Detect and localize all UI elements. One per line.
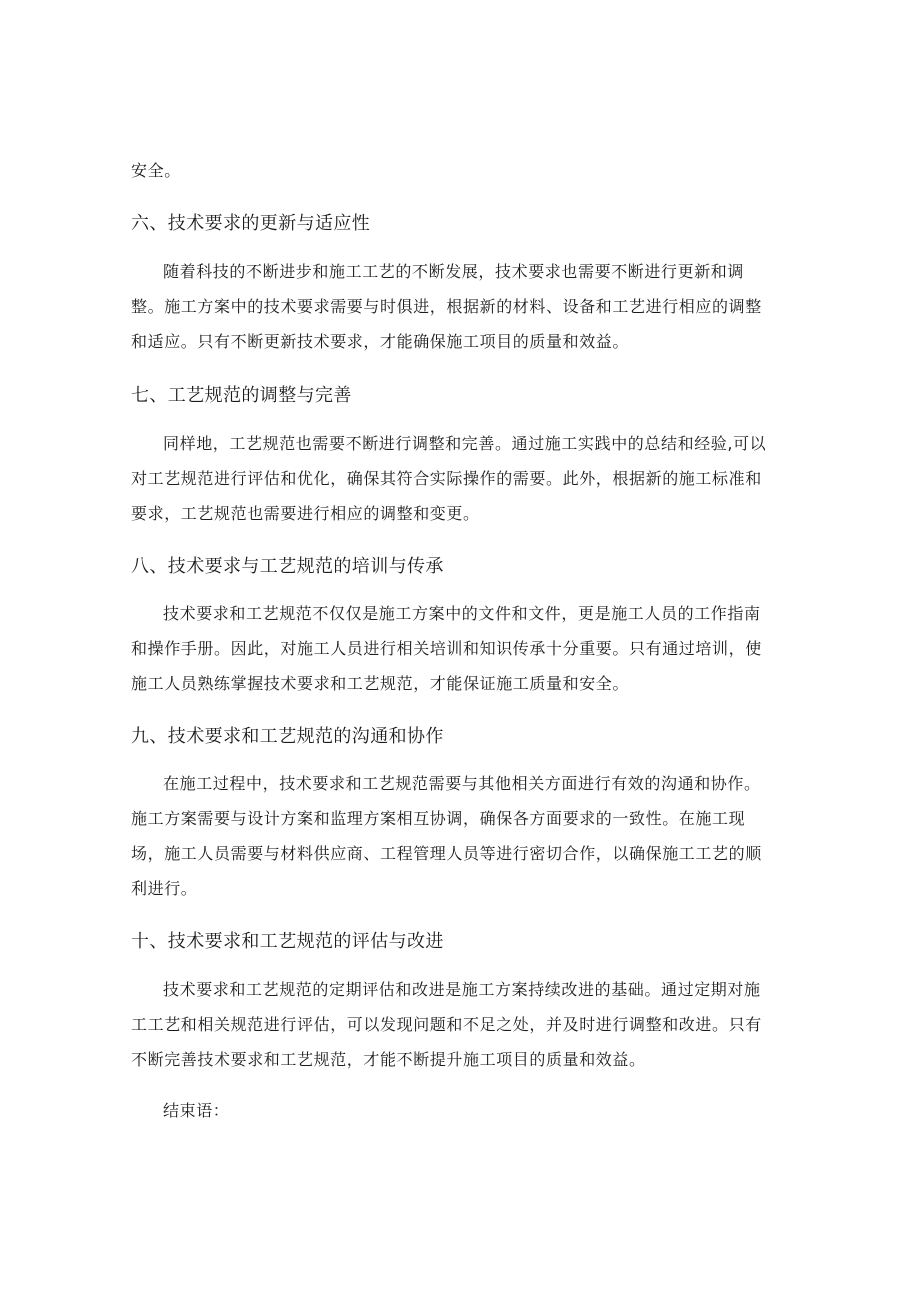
- closing-label: 结束语：: [163, 1101, 230, 1120]
- lead-fragment: 安全。: [131, 161, 181, 180]
- paragraph-line: 在施工过程中，技术要求和工艺规范需要与其他相关方面进行有效的沟通和协作。: [163, 774, 761, 793]
- section-heading: 六、技术要求的更新与适应性: [131, 213, 371, 234]
- paragraph-line: 随着科技的不断进步和施工工艺的不断发展，技术要求也需要不断进行更新和调: [163, 262, 745, 281]
- paragraph-line: 施工方案需要与设计方案和监理方案相互协调，确保各方面要求的一致性。在施工现: [131, 809, 746, 828]
- paragraph-line: 不断完善技术要求和工艺规范，才能不断提升施工项目的质量和效益。: [131, 1050, 646, 1069]
- paragraph-line: 施工人员熟练掌握技术要求和工艺规范，才能保证施工质量和安全。: [131, 674, 630, 693]
- paragraph-line: 工工艺和相关规范进行评估，可以发现问题和不足之处，并及时进行调整和改进。只有: [131, 1015, 762, 1034]
- paragraph-line: 技术要求和工艺规范的定期评估和改进是施工方案持续改进的基础。通过定期对施: [163, 980, 761, 999]
- paragraph-line: 要求，工艺规范也需要进行相应的调整和变更。: [131, 504, 480, 523]
- paragraph-line: 对工艺规范进行评估和优化，确保其符合实际操作的需要。此外，根据新的施工标准和: [131, 469, 762, 488]
- section-heading: 十、技术要求和工艺规范的评估与改进: [131, 931, 444, 952]
- paragraph-line: 和适应。只有不断更新技术要求，才能确保施工项目的质量和效益。: [131, 332, 630, 351]
- paragraph-line: 同样地，工艺规范也需要不断进行调整和完善。通过施工实践中的总结和经验,可以: [163, 434, 767, 453]
- paragraph-line: 整。施工方案中的技术要求需要与时俱进，根据新的材料、设备和工艺进行相应的调整: [131, 297, 762, 316]
- section-heading: 八、技术要求与工艺规范的培训与传承: [131, 556, 444, 577]
- paragraph-line: 和操作手册。因此，对施工人员进行相关培训和知识传承十分重要。只有通过培训，使: [131, 639, 762, 658]
- paragraph-line: 利进行。: [131, 879, 198, 898]
- section-heading: 七、工艺规范的调整与完善: [131, 385, 352, 406]
- paragraph-line: 技术要求和工艺规范不仅仅是施工方案中的文件和文件，更是施工人员的工作指南: [163, 604, 761, 623]
- paragraph-line: 场，施工人员需要与材料供应商、工程管理人员等进行密切合作，以确保施工工艺的顺: [131, 844, 762, 863]
- section-heading: 九、技术要求和工艺规范的沟通和协作: [131, 726, 444, 747]
